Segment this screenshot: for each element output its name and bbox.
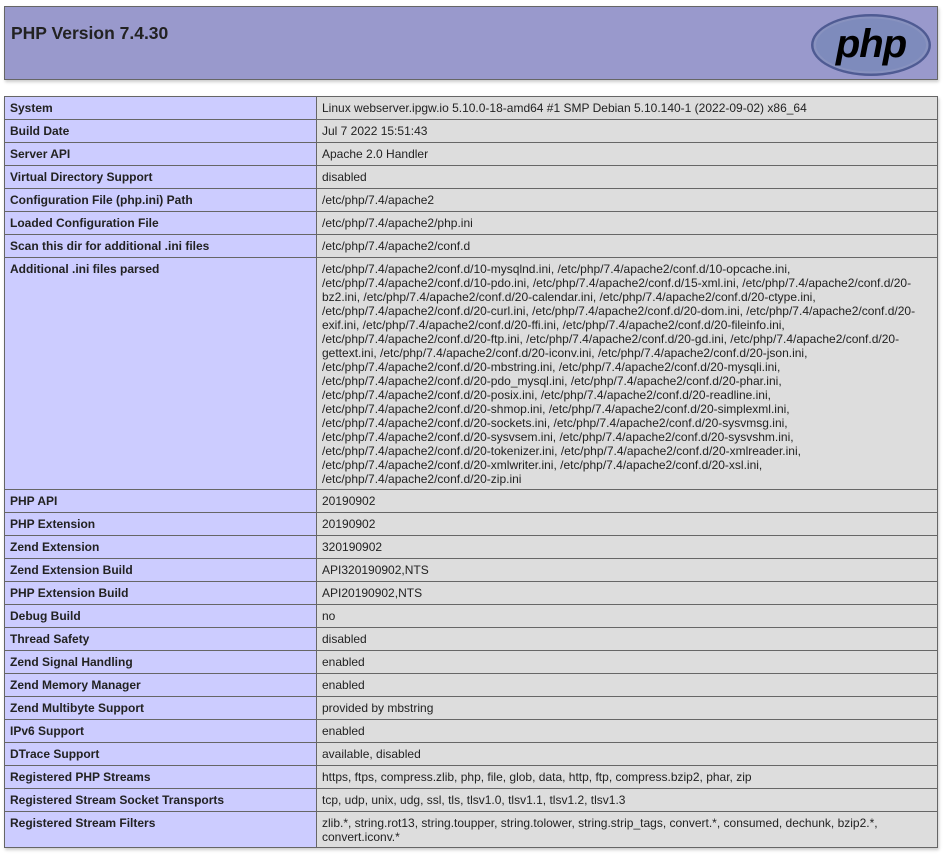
row-label: Additional .ini files parsed — [5, 258, 317, 490]
table-row — [5, 97, 938, 120]
row-value: API20190902,NTS — [317, 582, 938, 605]
row-label: PHP Extension Build — [5, 582, 317, 605]
page-title: PHP Version 7.4.30 — [11, 23, 169, 43]
configuration-rows — [5, 97, 938, 848]
row-value: tcp, udp, unix, udg, ssl, tls, tlsv1.0, tlsv1.1, tlsv1.2, tlsv1.3 — [317, 789, 938, 812]
table-row — [5, 143, 938, 166]
row-value: no — [317, 605, 938, 628]
table-row — [5, 258, 938, 490]
row-label: Zend Memory Manager — [5, 674, 317, 697]
row-label: Zend Extension — [5, 536, 317, 559]
table-row — [5, 720, 938, 743]
row-label: Registered Stream Socket Transports — [5, 789, 317, 812]
table-row — [5, 166, 938, 189]
row-label: IPv6 Support — [5, 720, 317, 743]
table-row — [5, 513, 938, 536]
row-label: Zend Signal Handling — [5, 651, 317, 674]
row-value: /etc/php/7.4/apache2/php.ini — [317, 212, 938, 235]
row-label: System — [5, 97, 317, 120]
row-label: Build Date — [5, 120, 317, 143]
row-value: /etc/php/7.4/apache2/conf.d/10-mysqlnd.ini, /etc/php/7.4/apache2/conf.d/10-opcache.ini, /etc/php/7.4/apache2/conf.d/10-pdo.ini, /etc/php/7.4/apache2/conf.d/15-xml.ini, /etc/php/7.4/apache2/conf.d/20-bz2.ini, /etc/php/7.4/apache2/conf.d/20-calendar.ini, /etc/php/7.4/apache2/conf.d/20-ctype.ini, /etc/php/7.4/apache2/conf.d/20-curl.ini, /etc/php/7.4/apache2/conf.d/20-dom.ini, /etc/php/7.4/apache2/conf.d/20-exif.ini, /etc/php/7.4/apache2/conf.d/20-ffi.ini, /etc/php/7.4/apache2/conf.d/20-fileinfo.ini, /etc/php/7.4/apache2/conf.d/20-ftp.ini, /etc/php/7.4/apache2/conf.d/20-gd.ini, /etc/php/7.4/apache2/conf.d/20-gettext.ini, /etc/php/7.4/apache2/conf.d/20-iconv.ini, /etc/php/7.4/apache2/conf.d/20-json.ini, /etc/php/7.4/apache2/conf.d/20-mbstring.ini, /etc/php/7.4/apache2/conf.d/20-mysqli.ini, /etc/php/7.4/apache2/conf.d/20-pdo_mysql.ini, /etc/php/7.4/apache2/conf.d/20-phar.ini, /etc/php/7.4/apache2/conf.d/20-posix.ini, /etc/php/7.4/apache2/conf.d/20-readline.ini, /etc/php/7.4/apache2/conf.d/20-shmop.ini, /etc/php/7.4/apache2/conf.d/20-simplexml.ini, /etc/php/7.4/apache2/conf.d/20-sockets.ini, /etc/php/7.4/apache2/conf.d/20-sysvmsg.ini, /etc/php/7.4/apache2/conf.d/20-sysvsem.ini, /etc/php/7.4/apache2/conf.d/20-sysvshm.ini, /etc/php/7.4/apache2/conf.d/20-tokenizer.ini, /etc/php/7.4/apache2/conf.d/20-xmlreader.ini, /etc/php/7.4/apache2/conf.d/20-xmlwriter.ini, /etc/php/7.4/apache2/conf.d/20-xsl.ini, /etc/php/7.4/apache2/conf.d/20-zip.ini — [317, 258, 938, 490]
table-row — [5, 789, 938, 812]
row-value: https, ftps, compress.zlib, php, file, glob, data, http, ftp, compress.bzip2, phar, zip — [317, 766, 938, 789]
row-label: Server API — [5, 143, 317, 166]
row-value: 320190902 — [317, 536, 938, 559]
row-label: Loaded Configuration File — [5, 212, 317, 235]
row-label: PHP Extension — [5, 513, 317, 536]
row-value: /etc/php/7.4/apache2/conf.d — [317, 235, 938, 258]
row-label: PHP API — [5, 490, 317, 513]
table-row — [5, 582, 938, 605]
row-value: Apache 2.0 Handler — [317, 143, 938, 166]
table-row — [5, 605, 938, 628]
row-label: DTrace Support — [5, 743, 317, 766]
table-row — [5, 697, 938, 720]
row-value: Linux webserver.ipgw.io 5.10.0-18-amd64 #1 SMP Debian 5.10.140-1 (2022-09-02) x86_64 — [317, 97, 938, 120]
php-logo-icon[interactable] — [810, 13, 932, 77]
row-value: enabled — [317, 651, 938, 674]
row-label: Configuration File (php.ini) Path — [5, 189, 317, 212]
php-version-header — [4, 6, 938, 80]
row-value: provided by mbstring — [317, 697, 938, 720]
row-value: zlib.*, string.rot13, string.toupper, string.tolower, string.strip_tags, convert.*, consumed, dechunk, bzip2.*, convert.iconv.* — [317, 812, 938, 848]
row-value: available, disabled — [317, 743, 938, 766]
table-row — [5, 628, 938, 651]
row-value: disabled — [317, 628, 938, 651]
row-value: API320190902,NTS — [317, 559, 938, 582]
table-row — [5, 559, 938, 582]
row-value: 20190902 — [317, 490, 938, 513]
row-label: Registered PHP Streams — [5, 766, 317, 789]
row-label: Thread Safety — [5, 628, 317, 651]
table-row — [5, 743, 938, 766]
table-row — [5, 812, 938, 848]
configuration-table — [4, 96, 938, 848]
row-value: 20190902 — [317, 513, 938, 536]
table-row — [5, 212, 938, 235]
table-row — [5, 536, 938, 559]
table-row — [5, 674, 938, 697]
row-label: Scan this dir for additional .ini files — [5, 235, 317, 258]
table-row — [5, 235, 938, 258]
php-logo-text: php — [835, 22, 907, 66]
row-label: Debug Build — [5, 605, 317, 628]
table-row — [5, 490, 938, 513]
row-label: Zend Extension Build — [5, 559, 317, 582]
row-value: enabled — [317, 674, 938, 697]
row-value: /etc/php/7.4/apache2 — [317, 189, 938, 212]
row-label: Zend Multibyte Support — [5, 697, 317, 720]
row-value: Jul 7 2022 15:51:43 — [317, 120, 938, 143]
table-row — [5, 189, 938, 212]
table-row — [5, 120, 938, 143]
table-row — [5, 651, 938, 674]
row-value: disabled — [317, 166, 938, 189]
row-label: Virtual Directory Support — [5, 166, 317, 189]
row-value: enabled — [317, 720, 938, 743]
table-row — [5, 766, 938, 789]
row-label: Registered Stream Filters — [5, 812, 317, 848]
